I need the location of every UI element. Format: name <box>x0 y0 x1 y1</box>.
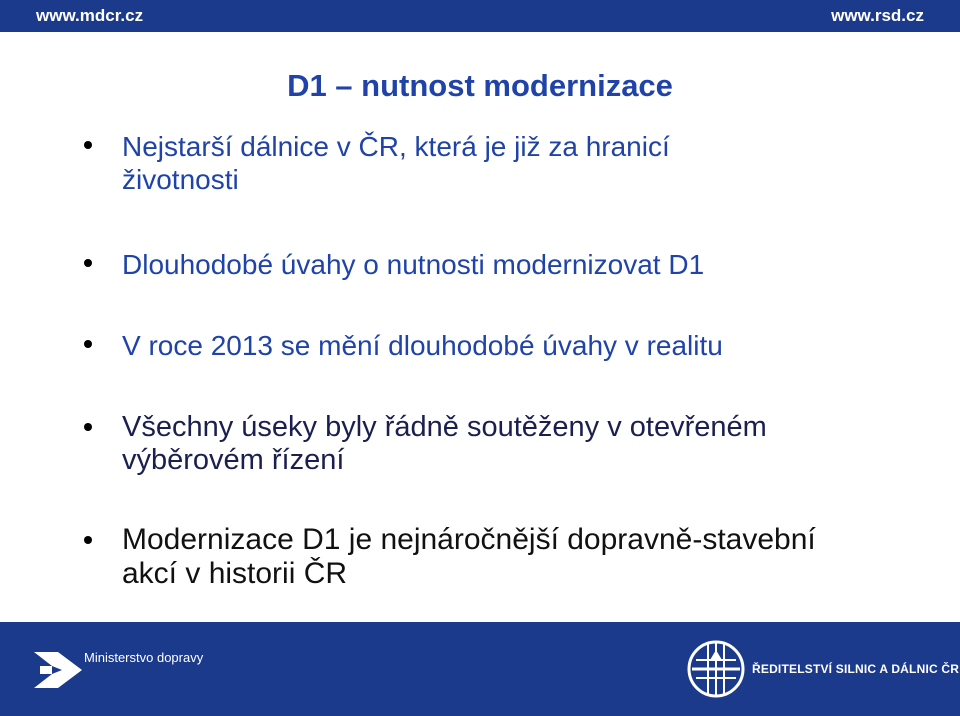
bullet-line: Dlouhodobé úvahy o nutnosti modernizovat D1 <box>122 249 705 280</box>
bullet-item <box>84 130 914 196</box>
rsd-logo-icon <box>686 638 746 700</box>
bullet-dot-icon <box>84 141 92 149</box>
bullet-dot-icon <box>84 259 92 267</box>
bullet-line: výběrovém řízení <box>122 444 345 476</box>
bullet-item <box>84 248 914 281</box>
bullet-item <box>84 523 914 591</box>
bullet-dot-icon <box>84 340 92 348</box>
bullet-line: životnosti <box>122 164 239 195</box>
bullet-line: V roce 2013 se mění dlouhodobé úvahy v realitu <box>122 330 723 361</box>
bullet-line: akcí v historii ČR <box>122 557 348 590</box>
mdcr-url-link[interactable]: www.mdcr.cz <box>36 6 144 25</box>
bullet-line: Všechny úseky byly řádně soutěženy v otevřeném <box>122 411 767 443</box>
bullet-list <box>84 130 914 591</box>
footer-bar <box>0 622 960 716</box>
bullet-dot-icon <box>84 423 92 431</box>
bullet-line: Nejstarší dálnice v ČR, která je již za hranicí <box>122 131 670 162</box>
header-bar <box>0 0 960 32</box>
slide-title: D1 – nutnost modernizace <box>287 68 673 103</box>
bullet-item <box>84 329 914 362</box>
ministry-logo-text: Ministerstvo dopravy <box>84 650 204 665</box>
bullet-line: Modernizace D1 je nejnáročnější dopravně-stavební <box>122 523 816 556</box>
rsd-url-link[interactable]: www.rsd.cz <box>831 6 924 25</box>
bullet-dot-icon <box>84 536 92 544</box>
bullet-item <box>84 411 914 477</box>
rsd-logo-text: ŘEDITELSTVÍ SILNIC A DÁLNIC ČR <box>752 662 960 676</box>
ministry-of-transport-logo-icon <box>32 650 84 690</box>
